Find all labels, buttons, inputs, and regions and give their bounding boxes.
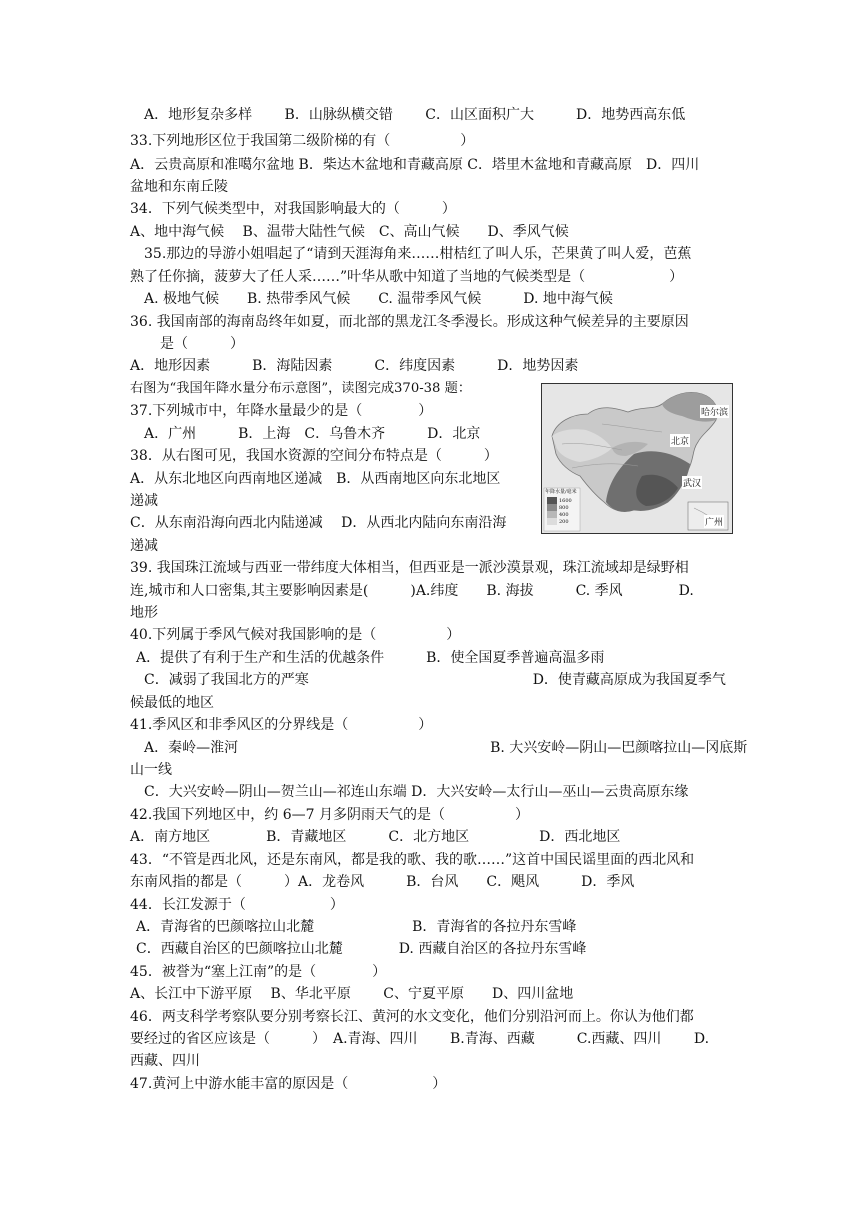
q33-options: A．云贵高原和准噶尔盆地 B．柴达木盆地和青藏高原 C．塔里木盆地和青藏高原 D．四川 (130, 157, 700, 173)
q40-stem: 40.下列属于季风气候对我国影响的是（ ） (130, 627, 461, 643)
q40-options-cd: C．减弱了我国北方的严寒 D．使青藏高原成为我国夏季气 (144, 672, 726, 688)
q33-options-cont: 盆地和东南丘陵 (130, 179, 228, 195)
q47-stem: 47.黄河上中游水能丰富的原因是（ ） (130, 1076, 447, 1092)
q38-option-cd-cont: 递减 (130, 538, 158, 554)
q43-stem-options: 东南风指的都是（ ）A．龙卷风 B．台风 C．飓风 D．季风 (130, 874, 635, 890)
q35-stem: 35.那边的导游小姐唱起了“请到天涯海角来……柑桔红了叫人乐，芒果黄了叫人爱，芭蕉 (144, 246, 692, 262)
q42-stem: 42.我国下列地区中，约 6—7 月多阴雨天气的是（ ） (130, 807, 529, 823)
q43-stem: 43．“不管是西北风，还是东南风，都是我的歌、我的歌……”这首中国民谣里面的西北风和 (130, 852, 695, 868)
q36-options: A．地形因素 B．海陆因素 C．纬度因素 D．地势因素 (130, 358, 579, 374)
q32-options: A．地形复杂多样 B．山脉纵横交错 C．山区面积广大 D．地势西高东低 (144, 107, 686, 123)
map-legend-value: 200 (559, 519, 569, 525)
map-label-wuhan: 武汉 (682, 476, 702, 489)
q40-options-cd-cont: 候最低的地区 (130, 695, 214, 711)
q41-options-cd: C．大兴安岭—阴山—贺兰山—祁连山东端 D．大兴安岭—太行山—巫山—云贵高原东缘 (144, 784, 689, 800)
map-caption: 右图为“我国年降水量分布示意图”，读图完成370-38 题： (130, 381, 472, 396)
q37-options: A．广州 B．上海 C．乌鲁木齐 D．北京 (144, 426, 481, 442)
q39-stem-options: 连,城市和人口密集,其主要影响因素是( )A.纬度 B. 海拔 C. 季风 D. (130, 583, 694, 599)
q41-options-ab-cont: 山一线 (130, 762, 172, 778)
q38-option-ab: A．从东北地区向西南地区递减 B．从西南地区向东北地区 (130, 471, 501, 487)
q36-stem-cont: 是（ ） (160, 336, 244, 352)
q44-options-ab: A．青海省的巴颜喀拉山北麓 B．青海省的各拉丹东雪峰 (136, 919, 577, 935)
q42-options: A．南方地区 B．青藏地区 C．北方地区 D．西北地区 (130, 829, 621, 845)
q39-stem: 39. 我国珠江流域与西亚一带纬度大体相当，但西亚是一派沙漠景观，珠江流域却是绿野相 (130, 560, 689, 576)
map-label-harbin: 哈尔滨 (700, 405, 729, 418)
q38-option-ab-cont: 递减 (130, 493, 158, 509)
q46-stem: 46．两支科学考察队要分别考察长江、黄河的水文变化，他们分别沿河而上。你认为他们都 (130, 1009, 694, 1025)
q44-stem: 44．长江发源于（ ） (130, 897, 344, 913)
q46-stem-options: 要经过的省区应该是（ ） A.青海、四川 B.青海、西藏 C.西藏、四川 D. (130, 1031, 710, 1047)
q46-options-cont: 西藏、四川 (130, 1053, 200, 1069)
q41-stem: 41.季风区和非季风区的分界线是（ ） (130, 717, 433, 733)
map-legend-value: 400 (559, 512, 569, 518)
precipitation-map (541, 383, 733, 534)
q35-stem-cont: 熟了任你摘，菠萝大了任人采……”叶华从歌中知道了当地的气候类型是（ ） (130, 269, 684, 285)
q35-options: A. 极地气候 B. 热带季风气候 C. 温带季风气候 D. 地中海气候 (144, 291, 613, 307)
q44-options-cd: C．西藏自治区的巴颜喀拉山北麓 D. 西藏自治区的各拉丹东雪峰 (136, 941, 587, 957)
q34-options: A、地中海气候 B、温带大陆性气候 C、高山气候 D、季风气候 (130, 224, 569, 240)
map-legend-value: 800 (559, 505, 569, 511)
q39-options-cont: 地形 (130, 605, 158, 621)
q38-option-cd: C．从东南沿海向西北内陆递减 D．从西北内陆向东南沿海 (130, 515, 507, 531)
q38-stem: 38．从右图可见，我国水资源的空间分布特点是（ ） (130, 448, 498, 464)
q37-stem: 37.下列城市中，年降水量最少的是（ ） (130, 403, 433, 419)
q45-options: A、长江中下游平原 B、华北平原 C、宁夏平原 D、四川盆地 (130, 986, 574, 1002)
q41-options-ab: A．秦岭—淮河 B. 大兴安岭—阴山—巴颜喀拉山—冈底斯 (144, 740, 748, 756)
q33-stem: 33.下列地形区位于我国第二级阶梯的有（ ） (130, 133, 475, 149)
q45-stem: 45．被誉为“塞上江南”的是（ ） (130, 964, 387, 980)
q34-stem: 34．下列气候类型中，对我国影响最大的（ ） (130, 201, 456, 217)
map-legend-title: 年降水量/毫米 (545, 489, 577, 495)
map-label-beijing: 北京 (670, 434, 690, 447)
q40-options-ab: A．提供了有利于生产和生活的优越条件 B．使全国夏季普遍高温多雨 (136, 650, 605, 666)
map-label-guangzhou: 广州 (704, 515, 724, 528)
q36-stem: 36. 我国南部的海南岛终年如夏，而北部的黑龙江冬季漫长。形成这种气候差异的主要原因 (130, 314, 689, 330)
map-legend-value: 1600 (559, 498, 572, 504)
